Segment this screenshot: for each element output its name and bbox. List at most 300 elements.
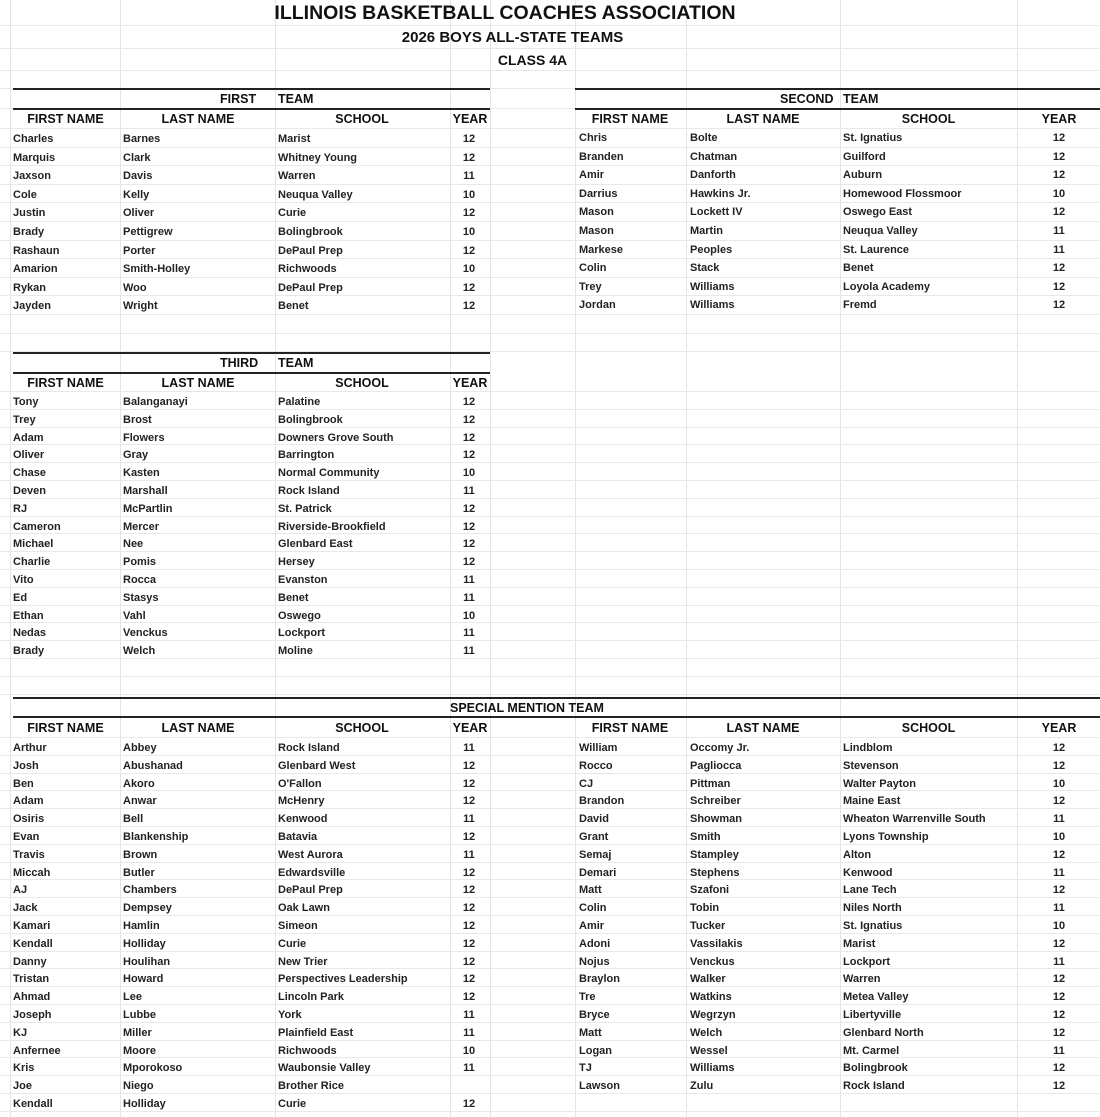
first-team-row-last-name: Clark bbox=[123, 152, 151, 164]
special-mention-left-row-year: 12 bbox=[462, 760, 476, 772]
second-team-row-first-name: Colin bbox=[579, 262, 607, 274]
first-team-row-last-name: Pettigrew bbox=[123, 226, 173, 238]
third-team-row-school: Rock Island bbox=[278, 485, 340, 497]
special-mention-right-row-year: 11 bbox=[1053, 956, 1065, 968]
first-team-row-school: DePaul Prep bbox=[278, 282, 343, 294]
first-team-row-year: 12 bbox=[462, 245, 476, 257]
special-mention-left-row-year: 11 bbox=[463, 1062, 475, 1074]
third-team-row-first-name: Deven bbox=[13, 485, 47, 497]
third-team-row-year: 12 bbox=[462, 414, 476, 426]
third-team-row-year: 12 bbox=[462, 503, 476, 515]
special-mention-left-row-school: Perspectives Leadership bbox=[278, 973, 408, 985]
second-team-row-year: 12 bbox=[1052, 299, 1066, 311]
special-mention-right-row-first-name: Demari bbox=[579, 867, 617, 879]
special-mention-left-row-last-name: Lee bbox=[123, 991, 142, 1003]
special-mention-left-row-year: 11 bbox=[463, 813, 475, 825]
special-mention-right-row-school: Lane Tech bbox=[843, 884, 897, 896]
second-team-row-year: 12 bbox=[1052, 262, 1066, 274]
special-mention-right-row-year: 12 bbox=[1052, 1009, 1066, 1021]
first-team-header-rule bbox=[13, 108, 490, 110]
special-mention-left-row-last-name: Chambers bbox=[123, 884, 177, 896]
first-team-row-school: DePaul Prep bbox=[278, 245, 343, 257]
third-team-row-first-name: Chase bbox=[13, 467, 47, 479]
second-team-row-year: 12 bbox=[1052, 151, 1066, 163]
special-mention-right-row-first-name: CJ bbox=[579, 778, 594, 790]
special-mention-left-row-school: Simeon bbox=[278, 920, 318, 932]
first-team-row-last-name: Wright bbox=[123, 300, 158, 312]
third-team-row-school: Moline bbox=[278, 645, 313, 657]
third-team-row-first-name: Charlie bbox=[13, 556, 51, 568]
special-mention-right-row-last-name: Vassilakis bbox=[690, 938, 743, 950]
special-mention-right-row-year: 11 bbox=[1053, 813, 1065, 825]
special-mention-left-row-school: Batavia bbox=[278, 831, 318, 843]
special-mention-left-row-school: West Aurora bbox=[278, 849, 343, 861]
special-mention-right-row-year: 10 bbox=[1052, 831, 1066, 843]
second-team-col-first-name: FIRST NAME bbox=[591, 112, 669, 126]
first-team-row-year: 10 bbox=[462, 263, 476, 275]
special-mention-right-row-year: 12 bbox=[1052, 938, 1066, 950]
special-mention-right-row-last-name: Szafoni bbox=[690, 884, 730, 896]
first-team-row-year: 12 bbox=[462, 300, 476, 312]
second-team-row-year: 10 bbox=[1052, 188, 1066, 200]
first-team-row-first-name: Brady bbox=[13, 226, 45, 238]
special-mention-left-row-last-name: Dempsey bbox=[123, 902, 172, 914]
third-team-row-last-name: Pomis bbox=[123, 556, 157, 568]
special-mention-left-row-year: 12 bbox=[462, 884, 476, 896]
second-team-row-last-name: Chatman bbox=[690, 151, 738, 163]
first-team-row-first-name: Amarion bbox=[13, 263, 58, 275]
special-mention-left-row-first-name: Joe bbox=[13, 1080, 32, 1092]
third-team-row-first-name: Trey bbox=[13, 414, 36, 426]
first-team-row-first-name: Cole bbox=[13, 189, 37, 201]
third-team-row-school: Barrington bbox=[278, 449, 335, 461]
first-team-rule bbox=[13, 88, 490, 90]
special-mention-left-row-last-name: Holliday bbox=[123, 1098, 166, 1110]
second-team-row-year: 12 bbox=[1052, 169, 1066, 181]
special-mention-left-row-year: 12 bbox=[462, 938, 476, 950]
special-mention-left-row-last-name: Brown bbox=[123, 849, 158, 861]
third-team-row-year: 11 bbox=[463, 485, 475, 497]
special-mention-right-row-last-name: Williams bbox=[690, 1062, 735, 1074]
second-team-col-school: SCHOOL bbox=[901, 112, 956, 126]
second-team-col-year: YEAR bbox=[1041, 112, 1077, 126]
special-mention-right-row-year: 10 bbox=[1052, 778, 1066, 790]
third-team-row-year: 12 bbox=[462, 449, 476, 461]
second-team-row-year: 12 bbox=[1052, 281, 1066, 293]
first-team-row-year: 12 bbox=[462, 282, 476, 294]
first-team-row-last-name: Porter bbox=[123, 245, 156, 257]
special-mention-right-row-last-name: Watkins bbox=[690, 991, 732, 1003]
third-team-row-first-name: Tony bbox=[13, 396, 39, 408]
special-mention-left-row-year: 12 bbox=[462, 973, 476, 985]
second-team-row-last-name: Hawkins Jr. bbox=[690, 188, 751, 200]
special-mention-right-row-school: Lockport bbox=[843, 956, 891, 968]
third-team-row-first-name: Vito bbox=[13, 574, 34, 586]
third-team-title-b: TEAM bbox=[278, 356, 314, 370]
special-mention-left-row-year: 12 bbox=[462, 991, 476, 1003]
third-team-row-year: 12 bbox=[462, 538, 476, 550]
special-mention-right-row-year: 12 bbox=[1052, 760, 1066, 772]
special-mention-left-row-first-name: Tristan bbox=[13, 973, 50, 985]
third-team-row-last-name: Nee bbox=[123, 538, 144, 550]
second-team-title-b: TEAM bbox=[843, 92, 879, 106]
special-mention-left-row-last-name: Bell bbox=[123, 813, 144, 825]
third-team-row-school: Glenbard East bbox=[278, 538, 353, 550]
special-mention-left-row-year: 11 bbox=[463, 1009, 475, 1021]
third-team-row-first-name: Michael bbox=[13, 538, 54, 550]
third-team-row-last-name: Balanganayi bbox=[123, 396, 188, 408]
special-mention-left-row-school: O'Fallon bbox=[278, 778, 322, 790]
special-mention-left-row-year: 12 bbox=[462, 778, 476, 790]
special-mention-right-row-first-name: Brandon bbox=[579, 795, 625, 807]
third-team-col-year: YEAR bbox=[452, 376, 488, 390]
special-mention-left-row-school: Richwoods bbox=[278, 1045, 337, 1057]
third-team-row-school: Hersey bbox=[278, 556, 315, 568]
second-team-row-last-name: Lockett IV bbox=[690, 206, 743, 218]
third-team-title: THIRD bbox=[220, 356, 259, 370]
third-team-row-year: 12 bbox=[462, 556, 476, 568]
special-mention-right-row-school: Metea Valley bbox=[843, 991, 909, 1003]
special-mention-right-row-school: Mt. Carmel bbox=[843, 1045, 900, 1057]
special-mention-left-row-year: 12 bbox=[462, 1098, 476, 1110]
special-mention-left-row-school: York bbox=[278, 1009, 302, 1021]
second-team-row-last-name: Stack bbox=[690, 262, 720, 274]
third-team-col-school: SCHOOL bbox=[335, 376, 389, 390]
special-mention-right-row-first-name: Rocco bbox=[579, 760, 613, 772]
second-team-row-first-name: Darrius bbox=[579, 188, 618, 200]
special-mention-right-row-year: 11 bbox=[1053, 902, 1065, 914]
page-subtitle: 2026 BOYS ALL-STATE TEAMS bbox=[401, 29, 624, 46]
special-mention-left-row-last-name: Niego bbox=[123, 1080, 154, 1092]
special-left-col-year: YEAR bbox=[452, 721, 488, 735]
third-team-row-school: Normal Community bbox=[278, 467, 380, 479]
second-team-row-school: Fremd bbox=[843, 299, 877, 311]
special-mention-left-row-last-name: Lubbe bbox=[123, 1009, 156, 1021]
special-mention-left-row-last-name: Howard bbox=[123, 973, 164, 985]
special-mention-right-row-last-name: Stampley bbox=[690, 849, 739, 861]
first-team-row-first-name: Jayden bbox=[13, 300, 51, 312]
first-team-row-first-name: Justin bbox=[13, 207, 46, 219]
first-team-row-school: Curie bbox=[278, 207, 307, 219]
third-team-row-school: Downers Grove South bbox=[278, 432, 394, 444]
special-mention-right-row-first-name: Lawson bbox=[579, 1080, 620, 1092]
special-mention-right-row-year: 10 bbox=[1052, 920, 1066, 932]
second-team-row-school: St. Laurence bbox=[843, 244, 910, 256]
special-mention-right-row-school: Niles North bbox=[843, 902, 902, 914]
special-mention-right-row-first-name: Semaj bbox=[579, 849, 612, 861]
third-team-row-last-name: Venckus bbox=[123, 627, 168, 639]
first-team-row-school: Marist bbox=[278, 133, 311, 145]
special-right-col-school: SCHOOL bbox=[901, 721, 956, 735]
third-team-row-school: Evanston bbox=[278, 574, 328, 586]
special-mention-right-row-school: Lyons Township bbox=[843, 831, 929, 843]
special-mention-right-row-last-name: Occomy Jr. bbox=[690, 742, 750, 754]
third-team-row-first-name: Brady bbox=[13, 645, 45, 657]
special-mention-right-row-last-name: Walker bbox=[690, 973, 726, 985]
first-team-title-b: TEAM bbox=[278, 92, 314, 106]
special-mention-left-row-school: McHenry bbox=[278, 795, 325, 807]
special-mention-left-row-first-name: Kamari bbox=[13, 920, 51, 932]
special-right-col-first-name: FIRST NAME bbox=[591, 721, 669, 735]
special-mention-left-row-school: Rock Island bbox=[278, 742, 340, 754]
second-team-row-first-name: Amir bbox=[579, 169, 605, 181]
first-team-row-year: 11 bbox=[463, 170, 475, 182]
special-mention-left-row-first-name: Jack bbox=[13, 902, 38, 914]
special-left-col-first-name: FIRST NAME bbox=[27, 721, 104, 735]
second-team-row-first-name: Trey bbox=[579, 281, 602, 293]
first-team-row-school: Benet bbox=[278, 300, 309, 312]
class-label: CLASS 4A bbox=[497, 52, 568, 68]
special-mention-right-row-first-name: Matt bbox=[579, 1027, 602, 1039]
special-mention-right-row-school: Kenwood bbox=[843, 867, 893, 879]
special-mention-right-row-last-name: Wessel bbox=[690, 1045, 728, 1057]
first-team-row-school: Neuqua Valley bbox=[278, 189, 353, 201]
special-left-col-school: SCHOOL bbox=[335, 721, 389, 735]
special-mention-left-row-last-name: Butler bbox=[123, 867, 155, 879]
special-mention-left-row-school: Glenbard West bbox=[278, 760, 356, 772]
third-team-row-first-name: Nedas bbox=[13, 627, 47, 639]
special-mention-left-row-last-name: Anwar bbox=[123, 795, 157, 807]
special-mention-left-row-last-name: Blankenship bbox=[123, 831, 189, 843]
special-mention-left-row-first-name: Adam bbox=[13, 795, 44, 807]
special-mention-right-row-school: Wheaton Warrenville South bbox=[843, 813, 986, 825]
third-team-row-first-name: Ed bbox=[13, 592, 28, 604]
third-team-row-year: 12 bbox=[462, 521, 476, 533]
special-mention-right-row-last-name: Pagliocca bbox=[690, 760, 742, 772]
special-mention-right-row-school: Lindblom bbox=[843, 742, 893, 754]
second-team-row-school: St. Ignatius bbox=[843, 132, 903, 144]
special-right-col-year: YEAR bbox=[1041, 721, 1077, 735]
special-mention-right-row-last-name: Zulu bbox=[690, 1080, 714, 1092]
first-team-row-last-name: Smith-Holley bbox=[123, 263, 191, 275]
special-mention-left-row-last-name: Houlihan bbox=[123, 956, 171, 968]
special-mention-left-row-last-name: Akoro bbox=[123, 778, 155, 790]
first-team-row-school: Richwoods bbox=[278, 263, 337, 275]
first-team-row-school: Bolingbrook bbox=[278, 226, 343, 238]
second-team-row-school: Auburn bbox=[843, 169, 883, 181]
special-mention-title: SPECIAL MENTION TEAM bbox=[450, 701, 604, 715]
first-team-col-school: SCHOOL bbox=[335, 112, 389, 126]
first-team-title: FIRST bbox=[220, 92, 257, 106]
special-mention-right-row-year: 11 bbox=[1053, 867, 1065, 879]
special-mention-left-row-year: 12 bbox=[462, 831, 476, 843]
special-mention-left-row-first-name: Miccah bbox=[13, 867, 51, 879]
special-mention-left-row-year: 10 bbox=[462, 1045, 476, 1057]
special-mention-left-row-first-name: Arthur bbox=[13, 742, 47, 754]
special-mention-right-row-school: Walter Payton bbox=[843, 778, 916, 790]
special-mention-right-row-first-name: Amir bbox=[579, 920, 605, 932]
first-team-row-first-name: Rykan bbox=[13, 282, 47, 294]
first-team-row-year: 10 bbox=[462, 189, 476, 201]
third-team-row-last-name: Kasten bbox=[123, 467, 160, 479]
special-mention-left-row-first-name: Evan bbox=[13, 831, 40, 843]
special-mention-left-row-year: 11 bbox=[463, 742, 475, 754]
second-team-row-first-name: Chris bbox=[579, 132, 608, 144]
special-mention-right-row-school: Marist bbox=[843, 938, 876, 950]
special-mention-left-row-first-name: Kendall bbox=[13, 938, 53, 950]
special-mention-right-row-year: 12 bbox=[1052, 991, 1066, 1003]
special-mention-right-row-first-name: Bryce bbox=[579, 1009, 610, 1021]
special-mention-right-row-school: Stevenson bbox=[843, 760, 899, 772]
third-team-row-first-name: RJ bbox=[13, 503, 28, 515]
special-mention-left-row-first-name: Osiris bbox=[13, 813, 45, 825]
special-mention-right-row-school: Maine East bbox=[843, 795, 901, 807]
special-mention-header-rule bbox=[13, 716, 1100, 718]
third-team-row-last-name: McPartlin bbox=[123, 503, 173, 515]
special-mention-left-row-school: Lincoln Park bbox=[278, 991, 345, 1003]
third-team-row-last-name: Vahl bbox=[123, 610, 146, 622]
second-team-row-school: Oswego East bbox=[843, 206, 913, 218]
third-team-row-year: 11 bbox=[463, 645, 475, 657]
special-mention-right-row-school: Rock Island bbox=[843, 1080, 905, 1092]
special-mention-left-row-last-name: Holliday bbox=[123, 938, 166, 950]
special-mention-left-row-first-name: Ahmad bbox=[13, 991, 51, 1003]
third-team-row-last-name: Brost bbox=[123, 414, 152, 426]
special-mention-left-row-first-name: Anfernee bbox=[13, 1045, 61, 1057]
special-mention-right-row-school: Bolingbrook bbox=[843, 1062, 908, 1074]
special-mention-rule bbox=[13, 697, 1100, 699]
third-team-row-year: 12 bbox=[462, 396, 476, 408]
third-team-row-last-name: Gray bbox=[123, 449, 149, 461]
special-mention-left-row-school: Edwardsville bbox=[278, 867, 346, 879]
third-team-row-last-name: Rocca bbox=[123, 574, 157, 586]
special-mention-left-row-first-name: Josh bbox=[13, 760, 39, 772]
special-mention-left-row-school: Kenwood bbox=[278, 813, 328, 825]
special-mention-left-row-year: 12 bbox=[462, 867, 476, 879]
special-mention-left-row-year: 11 bbox=[463, 1027, 475, 1039]
special-mention-right-row-last-name: Tucker bbox=[690, 920, 726, 932]
first-team-row-first-name: Rashaun bbox=[13, 245, 60, 257]
second-team-row-year: 11 bbox=[1053, 244, 1065, 256]
special-mention-right-row-year: 12 bbox=[1052, 973, 1066, 985]
special-mention-left-row-year: 12 bbox=[462, 902, 476, 914]
special-mention-right-row-year: 12 bbox=[1052, 1027, 1066, 1039]
third-team-row-last-name: Stasys bbox=[123, 592, 159, 604]
special-mention-left-row-first-name: KJ bbox=[13, 1027, 28, 1039]
second-team-row-last-name: Bolte bbox=[690, 132, 718, 144]
special-mention-right-row-first-name: Adoni bbox=[579, 938, 611, 950]
third-team-row-school: Bolingbrook bbox=[278, 414, 343, 426]
third-team-row-school: Benet bbox=[278, 592, 309, 604]
special-mention-right-row-first-name: Colin bbox=[579, 902, 607, 914]
second-team-row-first-name: Markese bbox=[579, 244, 624, 256]
special-mention-left-row-school: Plainfield East bbox=[278, 1027, 354, 1039]
third-team-col-first-name: FIRST NAME bbox=[27, 376, 104, 390]
special-mention-right-row-first-name: Nojus bbox=[579, 956, 610, 968]
first-team-row-last-name: Oliver bbox=[123, 207, 155, 219]
special-mention-right-row-last-name: Stephens bbox=[690, 867, 740, 879]
third-team-row-first-name: Adam bbox=[13, 432, 44, 444]
first-team-row-last-name: Davis bbox=[123, 170, 153, 182]
special-mention-right-row-first-name: Braylon bbox=[579, 973, 620, 985]
special-mention-right-row-year: 11 bbox=[1053, 1045, 1065, 1057]
second-team-row-first-name: Jordan bbox=[579, 299, 616, 311]
third-team-header-rule bbox=[13, 372, 490, 374]
third-team-row-school: Oswego bbox=[278, 610, 321, 622]
second-team-row-first-name: Mason bbox=[579, 206, 614, 218]
second-team-row-last-name: Williams bbox=[690, 299, 735, 311]
special-mention-left-row-last-name: Abbey bbox=[123, 742, 157, 754]
third-team-row-last-name: Welch bbox=[123, 645, 156, 657]
third-team-row-last-name: Mercer bbox=[123, 521, 160, 533]
special-mention-right-row-last-name: Schreiber bbox=[690, 795, 741, 807]
first-team-col-last-name: LAST NAME bbox=[161, 112, 235, 126]
special-mention-left-row-year: 12 bbox=[462, 795, 476, 807]
second-team-row-year: 12 bbox=[1052, 206, 1066, 218]
special-mention-left-row-school: Oak Lawn bbox=[278, 902, 330, 914]
second-team-row-last-name: Martin bbox=[690, 225, 723, 237]
special-mention-right-row-year: 12 bbox=[1052, 1062, 1066, 1074]
special-mention-right-row-last-name: Welch bbox=[690, 1027, 723, 1039]
special-mention-left-row-first-name: Danny bbox=[13, 956, 47, 968]
second-team-header-rule bbox=[575, 108, 1100, 110]
second-team-row-school: Neuqua Valley bbox=[843, 225, 918, 237]
special-mention-left-row-first-name: Travis bbox=[13, 849, 45, 861]
third-team-row-last-name: Flowers bbox=[123, 432, 165, 444]
first-team-row-last-name: Kelly bbox=[123, 189, 150, 201]
special-mention-right-row-school: Warren bbox=[843, 973, 881, 985]
second-team-row-first-name: Mason bbox=[579, 225, 614, 237]
third-team-row-year: 11 bbox=[463, 627, 475, 639]
special-mention-right-row-last-name: Showman bbox=[690, 813, 742, 825]
page-title: ILLINOIS BASKETBALL COACHES ASSOCIATION bbox=[274, 2, 736, 24]
special-mention-left-row-school: Waubonsie Valley bbox=[278, 1062, 371, 1074]
special-mention-left-row-first-name: Kris bbox=[13, 1062, 35, 1074]
special-right-col-last-name: LAST NAME bbox=[726, 721, 800, 735]
special-mention-right-row-school: St. Ignatius bbox=[843, 920, 903, 932]
special-mention-left-row-year: 11 bbox=[463, 849, 475, 861]
special-mention-right-row-year: 12 bbox=[1052, 884, 1066, 896]
special-mention-left-row-school: Curie bbox=[278, 938, 307, 950]
first-team-row-first-name: Jaxson bbox=[13, 170, 51, 182]
second-team-row-first-name: Branden bbox=[579, 151, 624, 163]
first-team-row-last-name: Woo bbox=[123, 282, 147, 294]
third-team-row-school: Lockport bbox=[278, 627, 326, 639]
third-team-row-first-name: Oliver bbox=[13, 449, 45, 461]
third-team-row-school: Palatine bbox=[278, 396, 321, 408]
first-team-row-school: Whitney Young bbox=[278, 152, 358, 164]
first-team-row-year: 12 bbox=[462, 133, 476, 145]
first-team-row-first-name: Charles bbox=[13, 133, 54, 145]
special-mention-left-row-first-name: Joseph bbox=[13, 1009, 52, 1021]
second-team-row-school: Homewood Flossmoor bbox=[843, 188, 962, 200]
special-mention-right-row-last-name: Smith bbox=[690, 831, 721, 843]
third-team-row-school: St. Patrick bbox=[278, 503, 332, 515]
special-mention-left-row-school: DePaul Prep bbox=[278, 884, 343, 896]
special-mention-right-row-year: 12 bbox=[1052, 795, 1066, 807]
third-team-row-last-name: Marshall bbox=[123, 485, 168, 497]
special-mention-right-row-school: Glenbard North bbox=[843, 1027, 924, 1039]
third-team-row-school: Riverside-Brookfield bbox=[278, 521, 386, 533]
special-mention-right-row-first-name: Matt bbox=[579, 884, 602, 896]
third-team-rule bbox=[13, 352, 490, 354]
special-mention-right-row-year: 12 bbox=[1052, 849, 1066, 861]
special-mention-right-row-last-name: Pittman bbox=[690, 778, 731, 790]
second-team-row-school: Loyola Academy bbox=[843, 281, 931, 293]
third-team-row-year: 12 bbox=[462, 432, 476, 444]
special-mention-left-row-school: Curie bbox=[278, 1098, 307, 1110]
first-team-row-year: 12 bbox=[462, 152, 476, 164]
first-team-row-last-name: Barnes bbox=[123, 133, 161, 145]
third-team-row-year: 11 bbox=[463, 574, 475, 586]
second-team-col-last-name: LAST NAME bbox=[726, 112, 800, 126]
special-mention-left-row-last-name: Hamlin bbox=[123, 920, 160, 932]
special-mention-left-row-first-name: AJ bbox=[13, 884, 28, 896]
special-mention-right-row-first-name: TJ bbox=[579, 1062, 592, 1074]
first-team-row-year: 10 bbox=[462, 226, 476, 238]
special-mention-left-row-school: Brother Rice bbox=[278, 1080, 345, 1092]
first-team-col-year: YEAR bbox=[452, 112, 488, 126]
